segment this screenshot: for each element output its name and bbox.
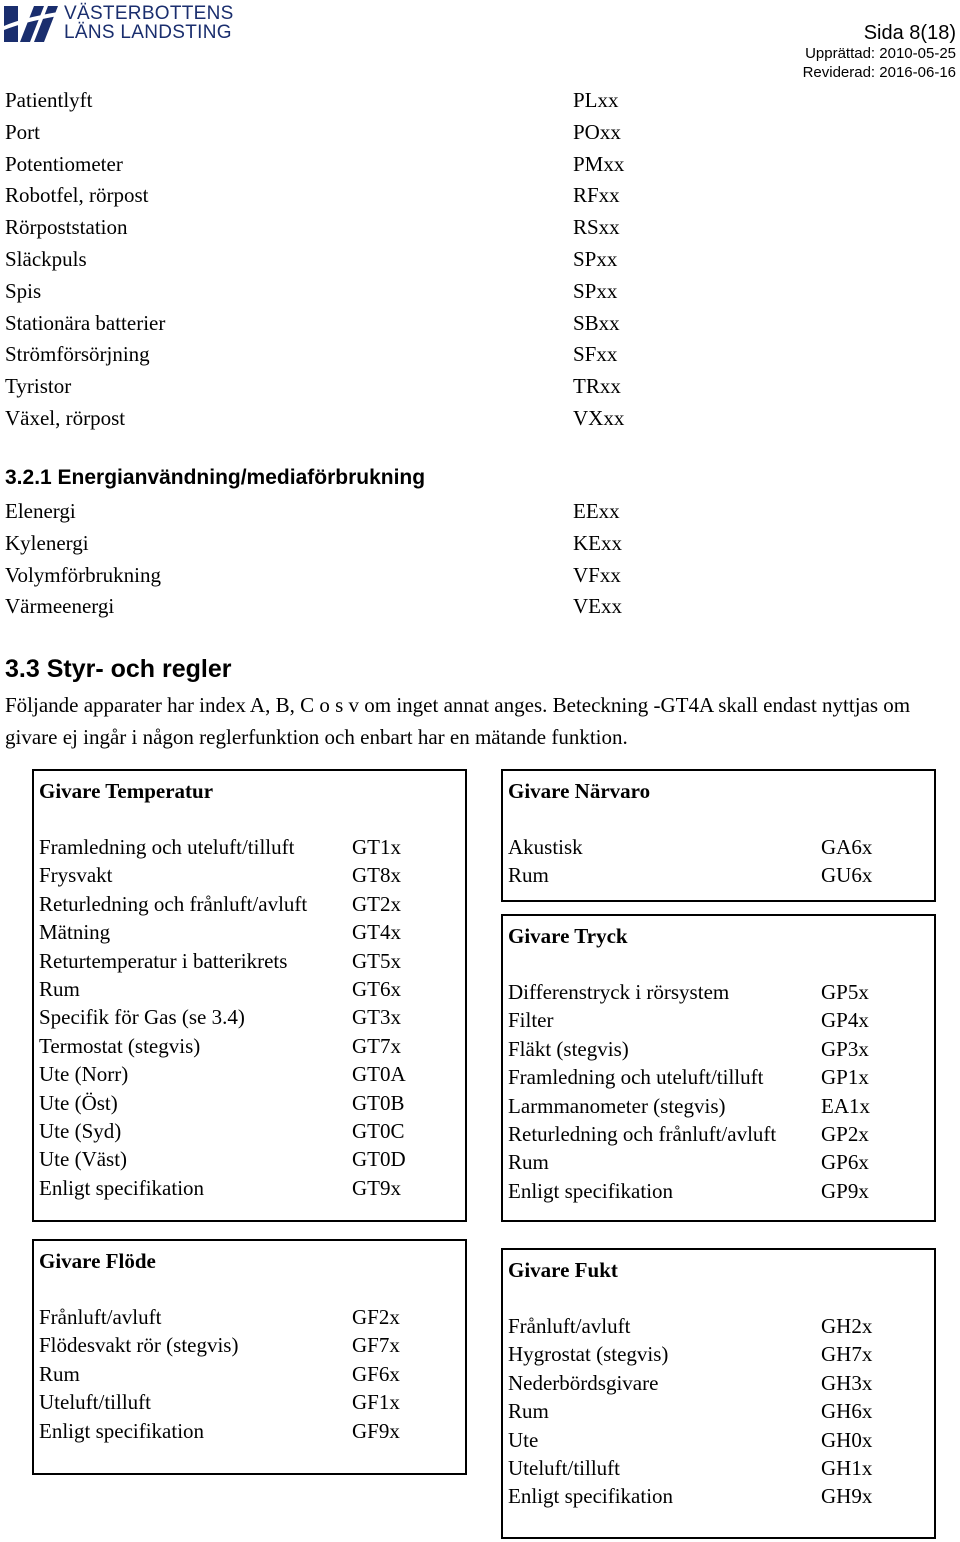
row-code: GF1x: [352, 1390, 400, 1415]
row-label: Ute (Syd): [39, 1118, 122, 1143]
device-label-list: [5, 85, 165, 435]
table-row: [39, 1303, 400, 1331]
row-code: GF7x: [352, 1333, 400, 1358]
row-label: Ute (Öst): [39, 1090, 118, 1115]
row-label: Frånluft/avluft: [508, 1314, 631, 1338]
table-row: [39, 918, 401, 946]
row-code: GT7x: [352, 1033, 401, 1058]
row-label: Nederbördsgivare: [508, 1370, 659, 1395]
list-item-label: Port: [5, 119, 41, 144]
list-item-label: Värmeenergi: [5, 594, 115, 619]
row-code: GT0A: [352, 1062, 406, 1087]
box-givare-fukt: [501, 1248, 936, 1539]
list-item-code: VFxx: [573, 562, 621, 587]
list-item-label: Kylenergi: [5, 530, 89, 555]
box-title: Givare Närvaro: [508, 779, 651, 803]
row-label: Rum: [508, 1150, 549, 1175]
table-row: [39, 1117, 405, 1145]
list-item-code: VExx: [573, 594, 622, 619]
list-item-code: RFxx: [573, 183, 620, 208]
table-row: [508, 1063, 869, 1091]
row-code: GP5x: [821, 980, 869, 1004]
table-row: [39, 1145, 406, 1173]
row-label: Ute (Väst): [39, 1147, 128, 1172]
row-label: Mätning: [39, 920, 111, 945]
table-row: [39, 1331, 400, 1359]
list-item-label: Volymförbrukning: [5, 562, 161, 587]
table-row: [39, 1032, 401, 1060]
list-item-label: Patientlyft: [5, 88, 93, 112]
org-name-line-2: LÄNS LANDSTING: [64, 22, 232, 43]
box-givare-tryck: [501, 914, 936, 1222]
row-label: Fläkt (stegvis): [508, 1036, 629, 1061]
row-code: GT2x: [352, 891, 401, 916]
box-title: Givare Flöde: [39, 1249, 156, 1273]
row-label: Rum: [39, 1361, 80, 1386]
box-givare-narvaro: [501, 769, 936, 902]
table-row: [508, 1035, 869, 1063]
row-label: Ute: [508, 1427, 539, 1452]
list-item-label: Robotfel, rörpost: [5, 183, 149, 208]
row-code: GH7x: [821, 1342, 873, 1367]
table-row: [39, 861, 401, 889]
row-label: Termostat (stegvis): [39, 1033, 201, 1058]
table-row: [39, 1003, 401, 1031]
list-item-code: RSxx: [573, 215, 620, 240]
row-code: GH1x: [821, 1455, 873, 1480]
list-item-code: EExx: [573, 499, 620, 523]
org-name-line-1: VÄSTERBOTTENS: [64, 3, 234, 24]
row-label: Flödesvakt rör (stegvis): [39, 1333, 239, 1358]
row-code: GP3x: [821, 1036, 869, 1061]
row-code: GT3x: [352, 1005, 401, 1030]
table-row: [508, 1426, 873, 1454]
table-row: [508, 833, 873, 861]
box-rows: [508, 833, 873, 890]
list-item-code: SPxx: [573, 246, 618, 271]
row-code: GP2x: [821, 1121, 869, 1146]
row-code: GT6x: [352, 976, 401, 1001]
box-rows: [39, 833, 406, 1202]
row-code: GP4x: [821, 1008, 869, 1033]
row-code: GP9x: [821, 1178, 869, 1203]
list-item-label: Stationära batterier: [5, 310, 166, 335]
table-row: [508, 1092, 870, 1120]
row-code: GT9x: [352, 1175, 401, 1200]
list-item-label: Släckpuls: [5, 246, 87, 271]
table-row: [39, 833, 401, 861]
list-item-label: Tyristor: [5, 374, 72, 399]
row-label: Enligt specifikation: [39, 1175, 205, 1200]
organization-logo: [4, 4, 234, 44]
row-label: Framledning och uteluft/tilluft: [39, 835, 295, 859]
row-code: GT0D: [352, 1147, 406, 1172]
row-code: GT4x: [352, 920, 401, 945]
row-code: EA1x: [821, 1093, 870, 1118]
row-code: GT5x: [352, 948, 401, 973]
row-code: GH2x: [821, 1314, 873, 1338]
list-item-label: Rörpoststation: [5, 215, 128, 240]
list-item-code: TRxx: [573, 374, 621, 399]
row-label: Frysvakt: [39, 863, 113, 888]
list-item-code: POxx: [573, 119, 621, 144]
row-label: Enligt specifikation: [39, 1418, 205, 1443]
row-code: GF9x: [352, 1418, 400, 1443]
row-code: GT0C: [352, 1118, 405, 1143]
row-label: Uteluft/tilluft: [508, 1455, 620, 1480]
row-label: Akustisk: [508, 835, 583, 859]
list-item-code: SFxx: [573, 342, 618, 367]
table-row: [39, 947, 401, 975]
table-row: [39, 1060, 406, 1088]
table-row: [39, 1174, 401, 1202]
table-row: [39, 1388, 400, 1416]
box-title: Givare Temperatur: [39, 779, 214, 803]
row-label: Framledning och uteluft/tilluft: [508, 1065, 764, 1090]
table-row: [508, 1177, 869, 1205]
row-label: Returledning och frånluft/avluft: [508, 1121, 777, 1146]
row-code: GF6x: [352, 1361, 400, 1386]
device-code-list: [573, 85, 624, 435]
list-item-label: Spis: [5, 278, 42, 303]
box-title: Givare Fukt: [508, 1258, 618, 1282]
box-givare-flode: [32, 1239, 467, 1475]
row-code: GU6x: [821, 863, 873, 888]
table-row: [508, 1369, 873, 1397]
row-label: Rum: [508, 863, 549, 888]
table-row: [508, 1397, 873, 1425]
table-row: [508, 1482, 873, 1510]
table-row: [39, 975, 401, 1003]
list-item-label: Växel, rörpost: [5, 405, 126, 430]
box-rows: [508, 1312, 873, 1511]
row-label: Larmmanometer (stegvis): [508, 1093, 726, 1118]
list-item-label: Strömförsörjning: [5, 342, 150, 367]
list-item-code: VXxx: [573, 405, 625, 430]
row-label: Enligt specifikation: [508, 1484, 674, 1509]
section-paragraph: Följande apparater har index A, B, C o s v om inget annat anges. Beteckning -GT4A skall endast nyttjas om givare ej ingår i någon reglerfunktion och enbart har en mätande funktion.: [5, 693, 911, 749]
box-rows: [39, 1303, 400, 1445]
row-code: GT0B: [352, 1090, 405, 1115]
row-code: GH0x: [821, 1427, 873, 1452]
table-row: [508, 978, 869, 1006]
row-code: GA6x: [821, 835, 873, 859]
row-label: Frånluft/avluft: [39, 1305, 162, 1329]
list-item-code: PMxx: [573, 151, 625, 176]
table-row: [39, 1417, 400, 1445]
page-number: Sida 8(18): [863, 22, 956, 44]
table-row: [39, 1089, 405, 1117]
row-label: Specifik för Gas (se 3.4): [39, 1005, 245, 1030]
box-title: Givare Tryck: [508, 924, 628, 948]
table-row: [39, 890, 401, 918]
row-code: GT8x: [352, 863, 401, 888]
revised-date: Reviderad: 2016-06-16: [802, 64, 956, 81]
row-code: GT1x: [352, 835, 401, 859]
logo-mark-icon: [4, 4, 60, 44]
table-row: [508, 1312, 873, 1340]
row-label: Enligt specifikation: [508, 1178, 674, 1203]
row-label: Returtemperatur i batterikrets: [39, 948, 288, 973]
row-code: GH9x: [821, 1484, 873, 1509]
row-label: Uteluft/tilluft: [39, 1390, 151, 1415]
row-code: GP6x: [821, 1150, 869, 1175]
row-code: GH3x: [821, 1370, 873, 1395]
box-rows: [508, 978, 870, 1205]
box-givare-temperatur: [32, 769, 467, 1222]
section-heading-3-2-1: 3.2.1 Energianvändning/mediaförbrukning: [5, 466, 426, 489]
row-code: GH6x: [821, 1399, 873, 1424]
table-row: [508, 1340, 873, 1368]
row-code: GP1x: [821, 1065, 869, 1090]
row-label: Returledning och frånluft/avluft: [39, 891, 308, 916]
list-item-code: KExx: [573, 530, 622, 555]
list-item-code: SBxx: [573, 310, 620, 335]
table-row: [508, 1454, 873, 1482]
row-label: Differenstryck i rörsystem: [508, 980, 730, 1004]
section-heading-3-3: 3.3 Styr- och regler: [5, 655, 232, 683]
table-row: [508, 861, 873, 889]
table-row: [508, 1006, 869, 1034]
row-label: Hygrostat (stegvis): [508, 1342, 669, 1367]
row-label: Ute (Norr): [39, 1062, 129, 1087]
table-row: [508, 1120, 869, 1148]
row-label: Rum: [39, 976, 80, 1001]
created-date: Upprättad: 2010-05-25: [805, 45, 956, 62]
list-item-code: PLxx: [573, 88, 619, 112]
page-header-info: [803, 22, 956, 82]
list-item-code: SPxx: [573, 278, 618, 303]
list-item-label: Elenergi: [5, 499, 76, 523]
table-row: [508, 1148, 869, 1176]
table-row: [39, 1360, 400, 1388]
energy-code-list: [573, 496, 622, 623]
row-code: GF2x: [352, 1305, 400, 1329]
energy-label-list: [5, 496, 161, 623]
row-label: Filter: [508, 1008, 554, 1033]
row-label: Rum: [508, 1399, 549, 1424]
list-item-label: Potentiometer: [5, 151, 123, 176]
